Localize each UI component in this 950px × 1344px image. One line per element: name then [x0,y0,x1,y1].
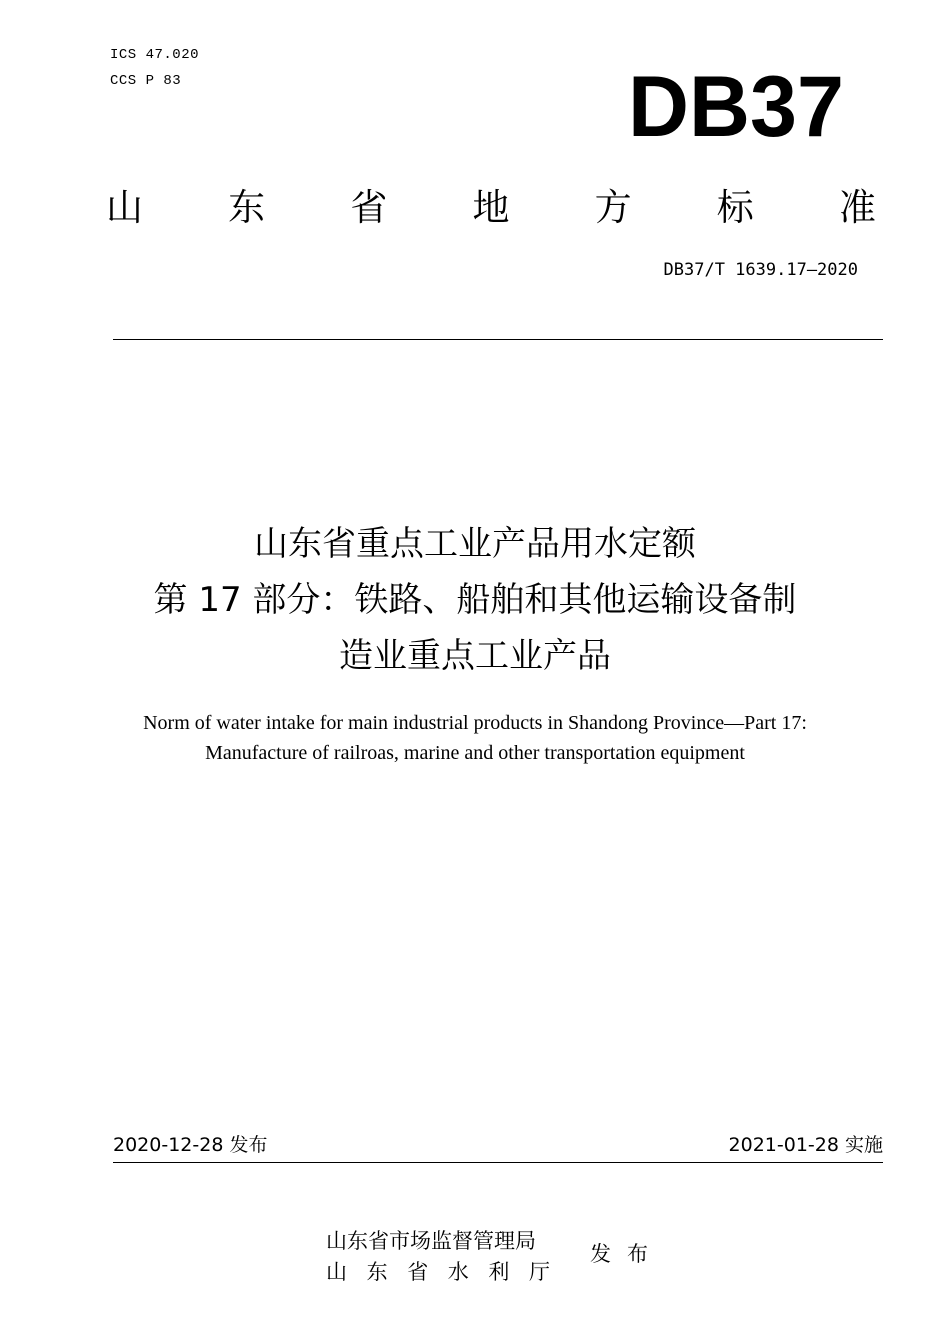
category-char: 山 [106,186,143,229]
publish-label [590,1239,648,1269]
standard-category-title [106,184,876,232]
ics-code: ICS 47.020 [110,47,200,63]
db37-logo [628,66,848,148]
standard-number: DB37/T 1639.17—2020 [663,260,858,280]
chinese-title-line-3: 造业重点工业产品 [339,636,611,676]
svg-text:DB37: DB37 [628,66,844,148]
english-title-line-1: Norm of water intake for main industrial products in Shandong Province—Part 17: [143,712,807,734]
issuer-market-regulation: 山东省市场监督管理局 [326,1229,536,1253]
category-char: 省 [350,186,388,229]
issuer-char: 水 [447,1260,469,1284]
issuer-char: 山 [326,1260,347,1284]
issuer-char: 厅 [528,1260,550,1284]
publish-char: 布 [627,1242,648,1266]
english-title-line-2: Manufacture of railroas, marine and other transportation equipment [205,742,745,764]
issuer-char: 省 [407,1260,429,1284]
category-char: 东 [228,186,266,229]
issuer-water-resources [326,1257,550,1287]
category-char: 准 [838,186,876,229]
issuer-char: 利 [488,1260,510,1284]
bottom-divider [113,1162,883,1163]
ccs-code: CCS P 83 [110,73,182,89]
category-char: 地 [472,186,510,229]
category-char: 标 [716,186,754,229]
implementation-date: 2021-01-28 实施 [728,1134,883,1156]
top-divider [113,339,883,340]
issue-date: 2020-12-28 发布 [113,1134,268,1156]
issuer-char: 东 [366,1260,388,1284]
chinese-title-line-2: 第 17 部分：铁路、船舶和其他运输设备制 [153,580,797,620]
publish-char: 发 [590,1242,611,1266]
chinese-title-line-1: 山东省重点工业产品用水定额 [254,524,696,564]
category-char: 方 [594,186,632,229]
